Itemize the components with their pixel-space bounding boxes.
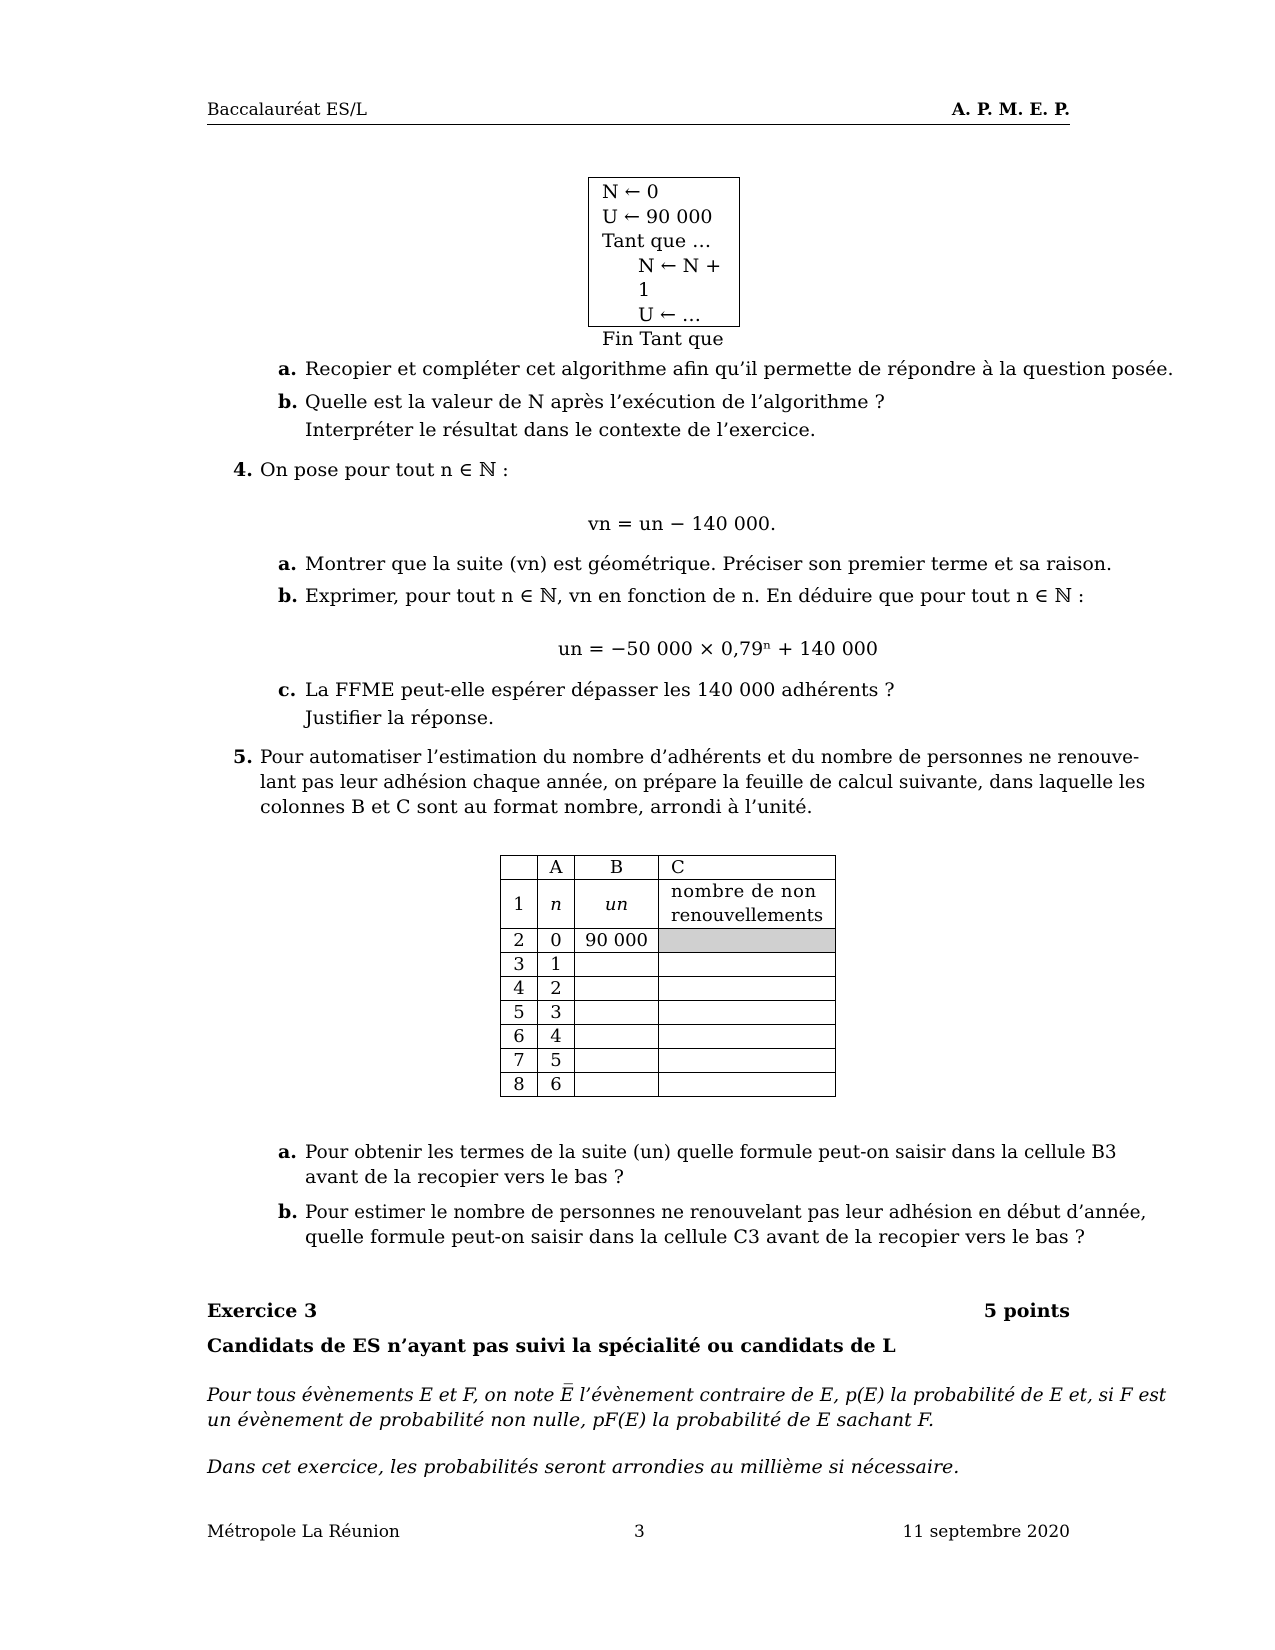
table-cell: 5 (501, 1001, 538, 1025)
algo-line: U ← 90 000 (602, 205, 713, 228)
exercise3-intro1: Pour tous évènements E et F, on note E̅ l’évènement contraire de E, p(E) la probabilité de E et, si F est (207, 1385, 1167, 1406)
q4c-label: c. (278, 679, 297, 701)
table-cell: A (538, 856, 575, 880)
q5b-text2: quelle formule peut-on saisir dans la cellule C3 avant de la recopier vers le bas ? (305, 1226, 1085, 1248)
q4a-label: a. (278, 553, 297, 575)
table-row (501, 880, 836, 929)
q5a-label: a. (278, 1141, 297, 1163)
q5a-text2: avant de la recopier vers le bas ? (305, 1166, 624, 1188)
table-cell-shaded (659, 929, 836, 953)
table-cell: 8 (501, 1073, 538, 1097)
table-cell (575, 1001, 659, 1025)
q4a-text: Montrer que la suite (vn) est géométrique. Préciser son premier terme et sa raison. (305, 553, 1113, 575)
q5-line1: Pour automatiser l’estimation du nombre d’adhérents et du nombre de personnes ne renouve- (260, 747, 1140, 768)
q3b-text2: Interpréter le résultat dans le contexte de l’exercice. (305, 419, 816, 441)
table-cell (575, 1025, 659, 1049)
q4b-text: Exprimer, pour tout n ∈ ℕ, vn en fonction de n. En déduire que pour tout n ∈ ℕ : (305, 585, 1085, 607)
footer-left: Métropole La Réunion (207, 1522, 400, 1542)
table-cell (501, 856, 538, 880)
table-cell: 90 000 (575, 929, 659, 953)
algo-line: N ← N + 1 (638, 254, 722, 301)
table-cell: 1 (501, 880, 538, 929)
header-left: Baccalauréat ES/L (207, 100, 367, 120)
footer-right: 11 septembre 2020 (902, 1522, 1070, 1542)
table-row (501, 1001, 836, 1025)
table-cell: 6 (538, 1073, 575, 1097)
table-cell-line: renouvellements (671, 905, 824, 926)
header-right: A. P. M. E. P. (951, 100, 1070, 120)
q4c-text2: Justifier la réponse. (305, 707, 494, 729)
table-row (501, 953, 836, 977)
table-row (501, 1025, 836, 1049)
table-cell (659, 1073, 836, 1097)
q3b-label: b. (278, 391, 298, 413)
exercise3-points: 5 points (983, 1300, 1070, 1322)
algo-line: Tant que … (602, 230, 712, 252)
table-cell: 1 (538, 953, 575, 977)
table-row (501, 1049, 836, 1073)
q5-line3: colonnes B et C sont au format nombre, arrondi à l’unité. (260, 796, 813, 818)
table-cell: 0 (538, 929, 575, 953)
table-cell (659, 953, 836, 977)
table-cell: B (575, 856, 659, 880)
q5-num: 5. (233, 746, 253, 768)
q3b-text1: Quelle est la valeur de N après l’exécution de l’algorithme ? (305, 391, 885, 413)
table-row (501, 1073, 836, 1097)
algorithm-box (588, 177, 740, 350)
q4-formula1: vn = un − 140 000. (588, 513, 777, 535)
exercise3-title: Exercice 3 (207, 1300, 318, 1322)
exercise3-intro3: Dans cet exercice, les probabilités seront arrondies au millième si nécessaire. (207, 1456, 960, 1478)
exercise3-subtitle: Candidats de ES n’ayant pas suivi la spécialité ou candidats de L (207, 1335, 896, 1357)
table-cell: n (538, 880, 575, 929)
table-cell: 7 (501, 1049, 538, 1073)
table-cell (659, 880, 836, 929)
table-row (501, 929, 836, 953)
table-cell: 6 (501, 1025, 538, 1049)
page-number: 3 (634, 1522, 645, 1542)
q5-line2: lant pas leur adhésion chaque année, on prépare la feuille de calcul suivante, dans laquelle les (260, 772, 1146, 793)
table-cell: 4 (501, 977, 538, 1001)
q4-num: 4. (233, 459, 253, 481)
q5b-text1: Pour estimer le nombre de personnes ne renouvelant pas leur adhésion en début d’année, (305, 1202, 1147, 1223)
table-cell: 3 (501, 953, 538, 977)
table-cell (575, 953, 659, 977)
q4-intro: On pose pour tout n ∈ ℕ : (260, 459, 509, 481)
q4-formula2: un = −50 000 × 0,79ⁿ + 140 000 (558, 638, 878, 660)
table-row (501, 977, 836, 1001)
table-cell (575, 977, 659, 1001)
table-cell (659, 1049, 836, 1073)
table-cell: 5 (538, 1049, 575, 1073)
table-cell: un (575, 880, 659, 929)
q3a-label: a. (278, 358, 297, 380)
table-cell (575, 1049, 659, 1073)
table-cell (575, 1073, 659, 1097)
table-cell-line: nombre de non (671, 881, 817, 902)
table-cell (659, 977, 836, 1001)
q4b-label: b. (278, 585, 298, 607)
table-cell: 2 (538, 977, 575, 1001)
header-rule (207, 124, 1070, 125)
table-cell: 3 (538, 1001, 575, 1025)
table-cell: 2 (501, 929, 538, 953)
q5b-label: b. (278, 1201, 298, 1223)
table-header-row (501, 856, 836, 880)
algo-line: U ← … (638, 303, 702, 326)
table-cell (659, 1025, 836, 1049)
algo-line: N ← 0 (602, 181, 659, 203)
q4c-text1: La FFME peut-elle espérer dépasser les 140 000 adhérents ? (305, 679, 895, 701)
spreadsheet-table (500, 855, 836, 1097)
q3a-text: Recopier et compléter cet algorithme afin qu’il permette de répondre à la question posée. (305, 358, 1174, 380)
q5a-text1: Pour obtenir les termes de la suite (un) quelle formule peut-on saisir dans la cellule B3 (305, 1142, 1117, 1163)
table-cell (659, 1001, 836, 1025)
exercise3-intro2: un évènement de probabilité non nulle, pF(E) la probabilité de E sachant F. (207, 1409, 935, 1431)
table-cell: 4 (538, 1025, 575, 1049)
table-cell: C (659, 856, 836, 880)
algo-line: Fin Tant que (602, 328, 724, 350)
